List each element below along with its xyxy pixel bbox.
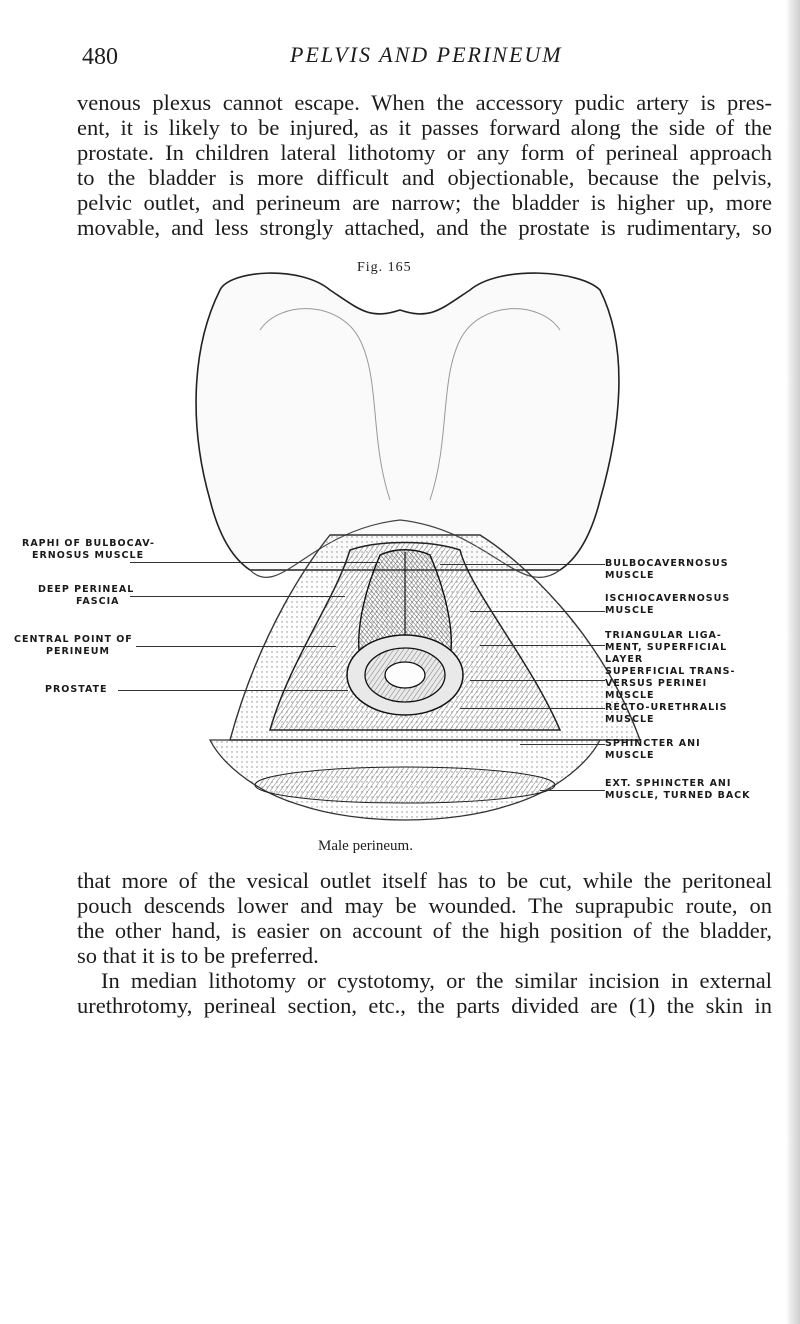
label-deep-perineal-fascia bbox=[38, 584, 134, 608]
text-line: movable, and less strongly attached, and the prostate is rudimentary, so bbox=[77, 215, 772, 240]
leader-line bbox=[470, 611, 605, 612]
text-line: ent, it is likely to be injured, as it passes forward along the side of the bbox=[77, 115, 772, 140]
leader-line bbox=[118, 690, 348, 691]
label-line: MUSCLE bbox=[605, 690, 655, 701]
text-line: so that it is to be preferred. bbox=[77, 943, 319, 968]
leader-line bbox=[460, 708, 605, 709]
label-line: TRIANGULAR LIGA- bbox=[605, 630, 722, 641]
label-bulbocavernosus bbox=[605, 558, 729, 582]
paragraph-2 bbox=[77, 868, 772, 968]
leader-line bbox=[130, 596, 345, 597]
text-line: to the bladder is more difficult and objectionable, because the pelvis, bbox=[77, 165, 772, 190]
label-line: MUSCLE bbox=[605, 714, 655, 725]
leader-line bbox=[470, 680, 605, 681]
text-line: pouch descends lower and may be wounded. The suprapubic route, on bbox=[77, 893, 772, 918]
leader-line bbox=[440, 564, 605, 565]
page-number: 480 bbox=[82, 44, 118, 70]
label-line: MUSCLE, TURNED BACK bbox=[605, 790, 751, 801]
text-line: that more of the vesical outlet itself has to be cut, while the peritoneal bbox=[77, 868, 772, 893]
figure-label: Fig. 165 bbox=[357, 260, 412, 275]
label-sphincter-ani bbox=[605, 738, 701, 762]
leader-line bbox=[540, 790, 605, 791]
text-line: pelvic outlet, and perineum are narrow; the bladder is higher up, more bbox=[77, 190, 772, 215]
figure-caption: Male perineum. bbox=[318, 838, 413, 854]
paragraph-3 bbox=[77, 968, 772, 1018]
leader-line bbox=[130, 562, 380, 563]
running-head: PELVIS AND PERINEUM bbox=[290, 42, 563, 67]
text-line: urethrotomy, perineal section, etc., the parts divided are (1) the skin in bbox=[77, 993, 772, 1018]
label-line: MUSCLE bbox=[605, 605, 655, 616]
label-raphi-bulbocavernosus bbox=[22, 538, 155, 562]
leader-line bbox=[136, 646, 336, 647]
label-line: MUSCLE bbox=[605, 570, 655, 581]
label-triangular-ligament bbox=[605, 630, 727, 666]
label-line: MUSCLE bbox=[605, 750, 655, 761]
label-line: VERSUS PERINEI bbox=[605, 678, 708, 689]
perineum-figure bbox=[0, 270, 800, 830]
label-line: RAPHI OF BULBOCAV- bbox=[22, 538, 155, 549]
text-line: In median lithotomy or cystotomy, or the similar incision in external bbox=[101, 968, 772, 993]
label-line: BULBOCAVERNOSUS bbox=[605, 558, 729, 569]
label-line: RECTO-URETHRALIS bbox=[605, 702, 728, 713]
label-line: SPHINCTER ANI bbox=[605, 738, 701, 749]
label-line: EXT. SPHINCTER ANI bbox=[605, 778, 732, 789]
label-line: ERNOSUS MUSCLE bbox=[32, 550, 145, 561]
label-line: PROSTATE bbox=[45, 684, 108, 695]
label-recto-urethralis bbox=[605, 702, 728, 726]
text-line: prostate. In children lateral lithotomy or any form of perineal approach bbox=[77, 140, 772, 165]
label-line: DEEP PERINEAL bbox=[38, 584, 135, 595]
label-central-point-perineum bbox=[14, 634, 133, 658]
label-line: CENTRAL POINT OF bbox=[14, 634, 133, 645]
label-line: LAYER bbox=[605, 654, 644, 665]
label-prostate bbox=[45, 684, 108, 696]
label-ischiocavernosus bbox=[605, 593, 730, 617]
leader-line bbox=[520, 744, 605, 745]
label-line: SUPERFICIAL TRANS- bbox=[605, 666, 736, 677]
paragraph-1 bbox=[77, 90, 772, 240]
label-line: PERINEUM bbox=[46, 646, 110, 657]
label-transversus-perinei bbox=[605, 666, 735, 702]
label-line: FASCIA bbox=[76, 596, 120, 607]
label-ext-sphincter-ani bbox=[605, 778, 751, 802]
text-line: the other hand, is easier on account of the high position of the bladder, bbox=[77, 918, 772, 943]
label-line: MENT, SUPERFICIAL bbox=[605, 642, 728, 653]
text-line: venous plexus cannot escape. When the accessory pudic artery is pres- bbox=[77, 90, 772, 115]
leader-line bbox=[480, 645, 605, 646]
label-line: ISCHIOCAVERNOSUS bbox=[605, 593, 731, 604]
